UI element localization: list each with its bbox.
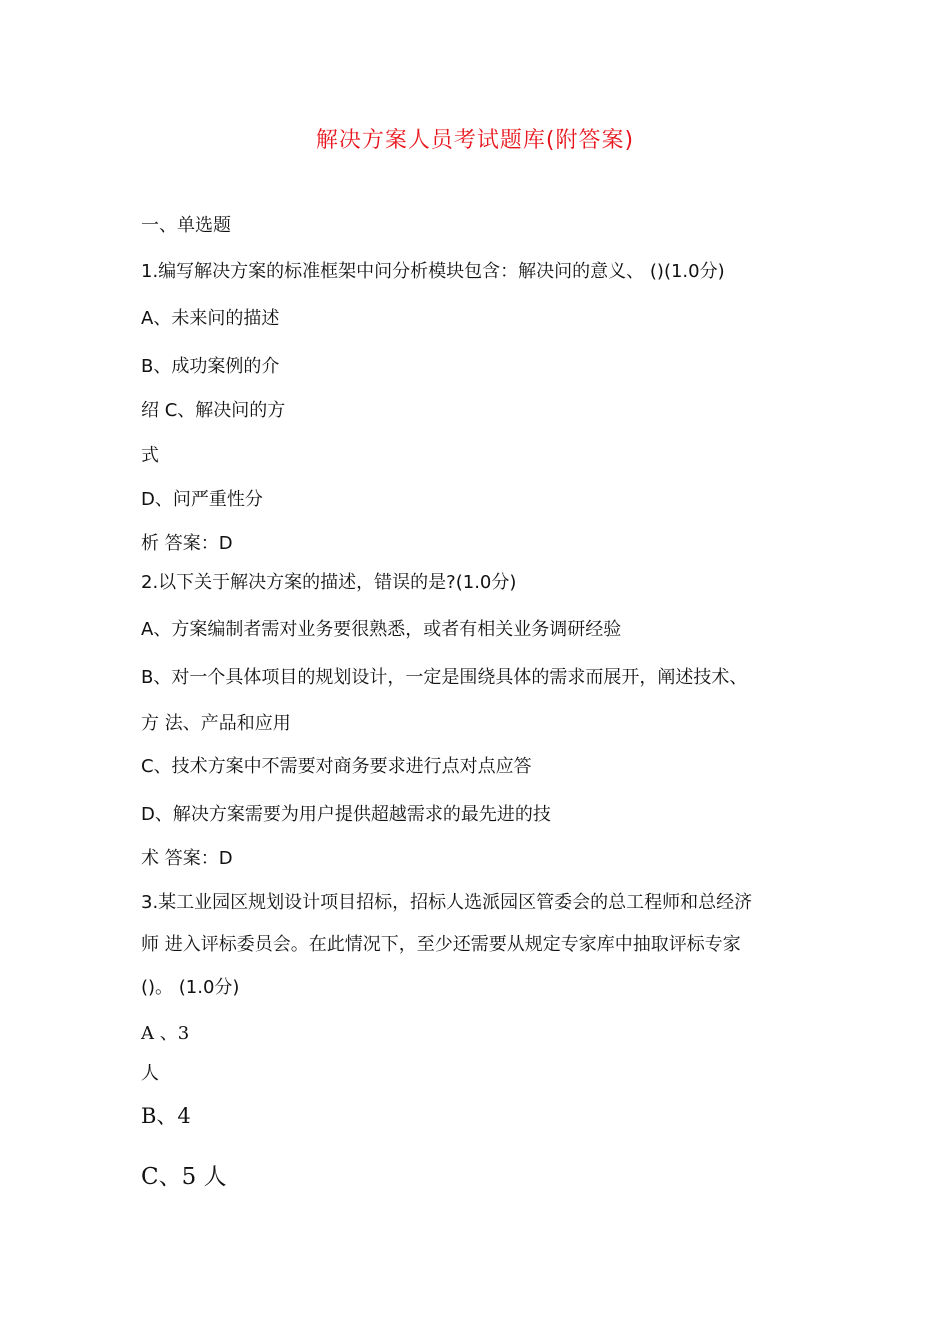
question-3-option-a: A 、3: [141, 1023, 190, 1044]
question-3-option-c: C、5 人: [141, 1164, 227, 1190]
question-1-option-c: 绍 C、解决问的方: [141, 400, 286, 421]
question-1-option-d: D、问严重性分: [141, 489, 263, 510]
question-3-option-b: B、4: [141, 1104, 191, 1128]
question-3-text-line-2: 师 进入评标委员会。在此情况下，至少还需要从规定专家库中抽取评标专家: [141, 934, 741, 955]
question-1-option-a: A、未来问的描述: [141, 308, 280, 329]
question-2-option-b-continued: 方 法、产品和应用: [141, 713, 291, 734]
question-2-option-a: A、方案编制者需对业务要很熟悉，或者有相关业务调研经验: [141, 619, 622, 640]
question-1-answer: 析 答案：D: [141, 533, 233, 554]
question-1-option-b: B、成功案例的介: [141, 356, 280, 377]
question-2-answer: 术 答案：D: [141, 848, 233, 869]
question-3-text-line-3: ()。 (1.0分): [141, 977, 240, 998]
page-title: 解决方案人员考试题库(附答案): [315, 128, 635, 153]
section-heading: 一、单选题: [141, 215, 231, 236]
question-1-option-c-continued: 式: [141, 445, 159, 466]
question-1-text: 1.编写解决方案的标准框架中问分析模块包含：解决问的意义、 ()(1.0分): [141, 261, 725, 282]
question-2-option-d: D、解决方案需要为用户提供超越需求的最先进的技: [141, 804, 551, 825]
question-2-option-b: B、对一个具体项目的规划设计，一定是围绕具体的需求而展开，阐述技术、: [141, 667, 748, 688]
question-3-text-line-1: 3.某工业园区规划设计项目招标，招标人选派园区管委会的总工程师和总经济: [141, 892, 753, 913]
question-2-text: 2.以下关于解决方案的描述，错误的是?(1.0分): [141, 572, 517, 593]
question-2-option-c: C、技术方案中不需要对商务要求进行点对点应答: [141, 756, 532, 777]
question-3-option-a-continued: 人: [141, 1063, 159, 1084]
